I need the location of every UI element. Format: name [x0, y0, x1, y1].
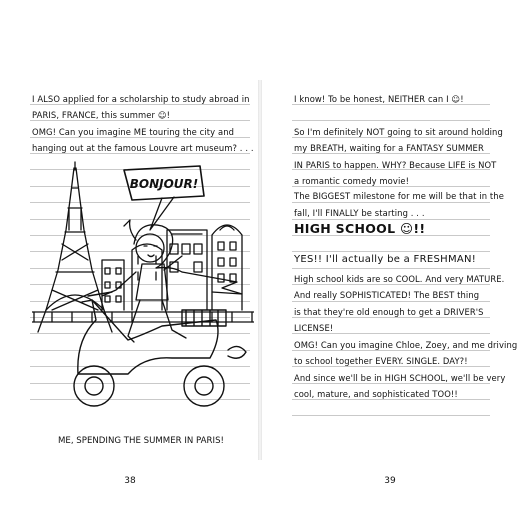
speech-bubble-text: BONJOUR!	[129, 177, 199, 191]
left-text-line-2: PARIS, FRANCE, this summer ☺!	[32, 110, 171, 120]
right-text-line-4: IN PARIS to happen. WHY? Because LIFE is NOT	[294, 160, 497, 170]
right-text-line-13: LICENSE!	[294, 323, 334, 333]
right-text-line-1: I know! To be honest, NEITHER can I ☺!	[294, 94, 464, 104]
left-text-line-3: OMG! Can you imagine ME touring the city and	[32, 127, 235, 137]
right-text-line-10: High school kids are so COOL. And very MATURE.	[294, 274, 505, 284]
right-text-freshman: YES!! I'll actually be a FRESHMAN!	[294, 254, 477, 265]
right-text-line-7: fall, I'll FINALLY be starting . . .	[294, 208, 425, 218]
left-text-line-4: hanging out at the famous Louvre art museum? . . .	[32, 143, 254, 153]
eiffel-tower-drawing	[38, 162, 112, 332]
page-number-left: 38	[124, 476, 136, 486]
right-text-line-17: cool, mature, and sophisticated TOO!!	[294, 389, 458, 399]
right-text-line-5: a romantic comedy movie!	[294, 176, 410, 186]
girl-drawing	[102, 220, 242, 342]
page-number-right: 39	[384, 476, 396, 486]
paris-scooter-illustration	[32, 160, 254, 432]
speech-bubble-shape	[124, 166, 204, 230]
left-text-line-1: I ALSO applied for a scholarship to study abroad in	[32, 94, 250, 104]
right-text-line-2: So I'm definitely NOT going to sit around holding	[294, 127, 503, 137]
right-text-line-11: And really SOPHISTICATED! The BEST thing	[294, 290, 480, 300]
right-text-line-3: my BREATH, waiting for a FANTASY SUMMER	[294, 143, 484, 153]
illustration-caption: ME, SPENDING THE SUMMER IN PARIS!	[58, 436, 224, 446]
right-text-line-15: to school together EVERY. SINGLE. DAY?!	[294, 356, 468, 366]
scooter-drawing	[74, 292, 246, 406]
right-text-line-14: OMG! Can you imagine Chloe, Zoey, and me driving	[294, 340, 518, 350]
right-text-line-6: The BIGGEST milestone for me will be that in the	[294, 191, 504, 201]
right-text-high-school: HIGH SCHOOL ☺!!	[294, 221, 426, 236]
right-text-line-12: is that they're old enough to get a DRIVER'S	[294, 307, 484, 317]
right-text-line-16: And since we'll be in HIGH SCHOOL, we'll be very	[294, 373, 506, 383]
